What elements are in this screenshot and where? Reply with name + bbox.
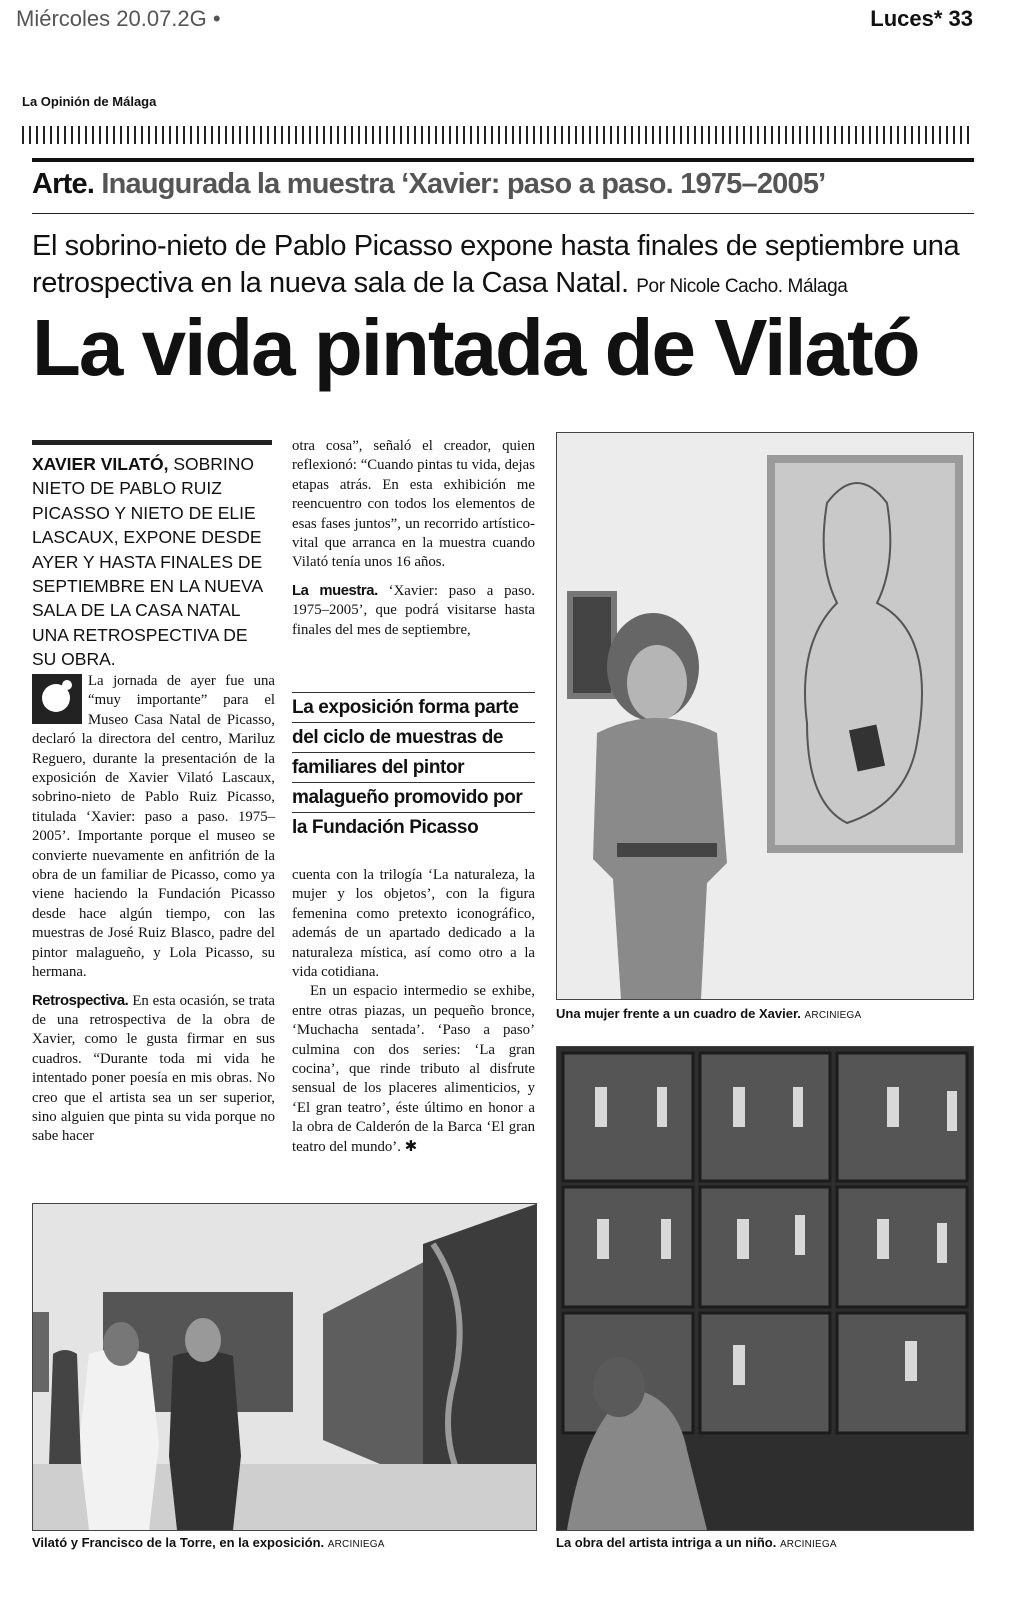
kicker-label: Arte. [32,168,95,200]
byline-prefix: Por [636,276,665,297]
photo-woman-painting [556,432,974,1000]
subhead-text: El sobrino-nieto de Pablo Picasso expone hasta finales de septiembre una retrospectiva en la nueva sala de la Casa Natal. [32,230,960,299]
lead-rule [32,440,272,445]
body-paragraph-1: La jornada de ayer fue una “muy importante” para el Museo Casa Natal de Picasso, declaró la directora del centro, Mariluz Reguero, durante la presentación de la exposición de Xavier Vilató Lascaux, sobrino-nieto de Pablo Ruiz Picasso, titulada ‘Xavier: paso a paso. 1975–2005’. Importante porque el museo se convierte nuevamente en anfitrión de la obra de un familiar de Picasso, como ya viene haciendo la Fundación Picasso desde hace algún tiempo, con las muestras de José Ruiz Blasco, padre del pintor malagueño, y Lola Picasso, su hermana. [32,673,275,981]
pull-quote-line: la Fundación Picasso [292,817,479,838]
photo-gallery-visitors [32,1203,537,1531]
section-page-number: Luces* 33 [870,6,973,31]
newspaper-name: La Opinión de Málaga [22,94,157,109]
pull-quote-line: malagueño promovido por [292,783,535,813]
top-rule [32,158,974,162]
body-paragraph-2 [32,992,275,1147]
caption-child [556,1535,837,1550]
body-paragraph-4 [292,582,535,640]
byline [636,276,847,297]
photo-credit: ARCINIEGA [804,1010,862,1021]
photo-credit: ARCINIEGA [327,1539,385,1550]
headline: La vida pintada de Vilató [32,303,919,392]
decorative-tick-rule [22,126,974,144]
byline-author: Nicole Cacho. [669,276,783,297]
photo-child-painting [556,1046,974,1531]
caption-woman-text: Una mujer frente a un cuadro de Xavier. [556,1006,801,1021]
body-column-1 [32,672,275,1147]
photo-woman-painting-illustration [557,433,973,999]
runin-retrospectiva: Retrospectiva. [32,992,129,1009]
body-paragraph-3: otra cosa”, señaló el creador, quien reflexionó: “Cuando pintas tu vida, dejas etapas atrás. En esta exhibición me reencuentro con todos los elementos de esas fases juntos”, un recorrido artístico-vital que arranca en la muestra cuando Vilató tenía unos 16 años. [292,438,535,571]
byline-place: Málaga [787,276,848,297]
body-column-2-top [292,437,535,640]
pull-quote-line: familiares del pintor [292,753,535,783]
photo-credit: ARCINIEGA [779,1539,837,1550]
caption-gallery [32,1535,385,1550]
kicker-text: Inaugurada la muestra ‘Xavier: paso a paso. 1975–2005’ [101,168,826,200]
caption-gallery-text: Vilató y Francisco de la Torre, en la exposición. [32,1535,325,1550]
newspaper-logo-icon [32,674,82,724]
runin-muestra: La muestra. [292,582,378,599]
lead-text: SOBRINO NIETO DE PABLO RUIZ PICASSO Y NIETO DE ELIE LASCAUX, EXPONE DESDE AYER Y HASTA FINALES DE SEPTIEMBRE EN LA NUEVA SALA DE LA CASA NATAL UNA RETROSPECTIVA DE SU OBRA. [32,454,263,670]
pull-quote-line: del ciclo de muestras de [292,723,535,753]
body-paragraph-6: En un espacio intermedio se exhibe, entre otras piazas, un pequeño bronce, ‘Muchacha sentada’. ‘Paso a paso’ culmina con dos series: ‘La gran cocina’, que rinde tributo al disfrute sensual de los placeres alimenticios, y ‘El gran teatro’, éste último en honor a la obra de Calderón de la Barca ‘El gran teatro del mundo’. ✱ [292,983,535,1155]
caption-woman [556,1006,861,1021]
photo-gallery-visitors-illustration [33,1204,536,1530]
pull-quote [292,692,535,842]
pull-quote-line: La exposición forma parte [292,692,535,723]
issue-date: Miércoles 20.07.2G • [16,6,221,31]
kicker [32,168,825,201]
kicker-rule [32,213,974,214]
lead-name: XAVIER VILATÓ, [32,454,169,474]
caption-child-text: La obra del artista intriga a un niño. [556,1535,777,1550]
body-paragraph-4-text: ‘Xavier: paso a paso. 1975–2005’, que podrá visitarse hasta finales del mes de septiembre, [292,582,535,638]
body-paragraph-2-text: En esta ocasión, se trata de una retrospectiva de la obra de Xavier, como le gusta firmar en sus cuadros. “Durante toda mi vida he intentado poner poesía en mis obras. No creo que el artista sea un ser superior, sino alguien que pinta su vida porque no sabe hacer [32,992,275,1145]
body-paragraph-5: cuenta con la trilogía ‘La naturaleza, la mujer y los objetos’, con la figura femenina como pretexto iconográfico, además de un apartado dedicado a la naturaleza mística, así como otro a la vida cotidiana. [292,867,535,981]
subhead [32,228,977,305]
photo-child-painting-illustration [557,1047,973,1530]
lead-paragraph [32,452,275,672]
body-column-2-bottom [292,866,535,1157]
